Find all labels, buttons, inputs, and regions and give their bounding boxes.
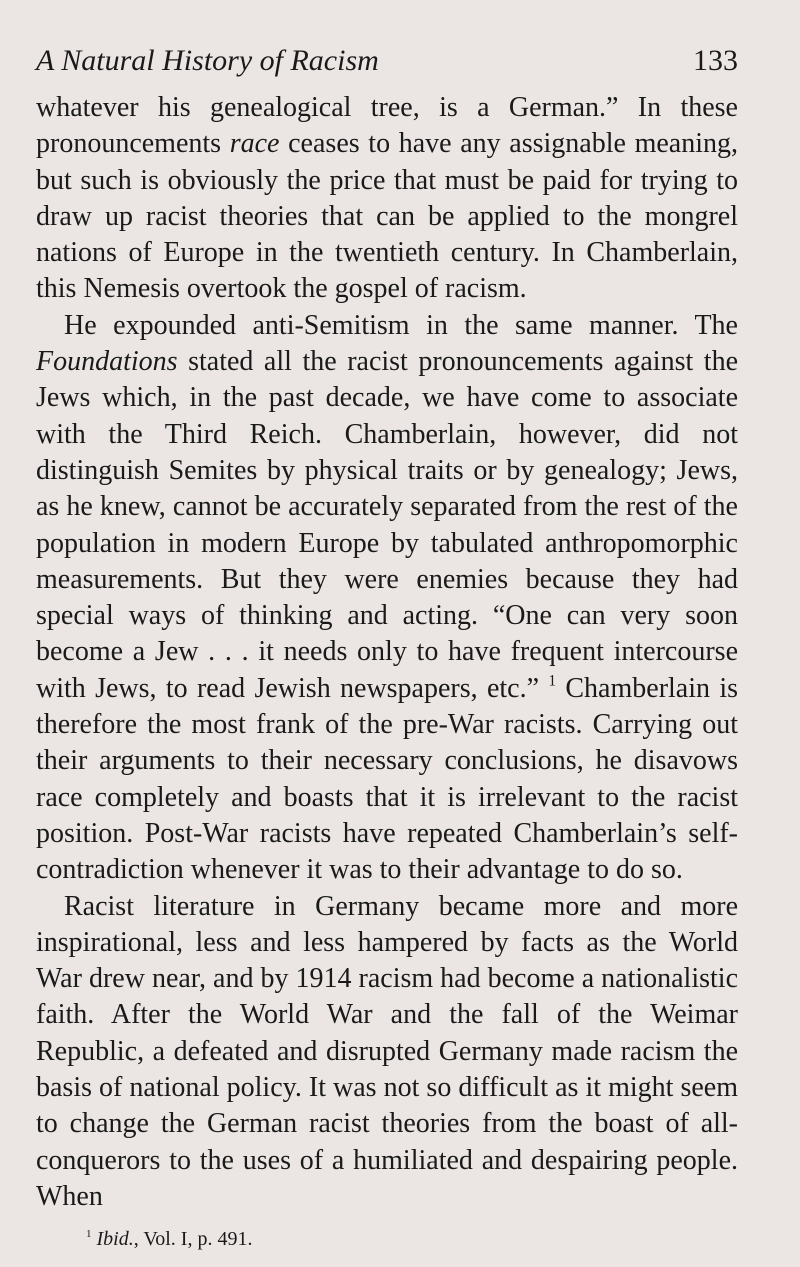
footnote-ibid: Ibid. bbox=[96, 1228, 134, 1250]
text-run: ceases to have any assignable meaning, but such is obviously the price that must be paid for trying to draw up racist theories that can be applied to the mongrel nations of Europe in the twentieth century. In Chamberlain, this Nemesis overtook the gospel of racism. bbox=[36, 128, 738, 305]
text-run: stated all the racist pronouncements against the Jews which, in the past decade, we have come to associate with the Third Reich. Chamberlain, however, did not distinguish Semites by physical traits or by genealogy; Jews, as he knew, cannot be accurately separated from the rest of the population in modern Europe by tabulated anthropomorphic measurements. But they were enemies because they had special ways of thinking and acting. “One can very soon become a Jew . . . it needs only to have frequent intercourse with Jews, to read Jewish newspapers, etc.” bbox=[36, 346, 738, 704]
running-header bbox=[36, 44, 738, 88]
footnote-marker: 1 bbox=[86, 1227, 92, 1240]
text-run: He expounded anti-Semitism in the same manner. The bbox=[64, 309, 738, 341]
italic-title-foundations: Foundations bbox=[36, 346, 178, 378]
text-run: whatever his genealogical tree, is a German.” In these pronouncements bbox=[36, 92, 738, 160]
text-run: Chamberlain is therefore the most frank of the pre-War racists. Carrying out their arguments to their necessary conclusions, he disavows race completely and boasts that it is irrelevant to the racist position. Post-War racists have repeated Chamberlain’s self-contradiction whenever it was to their advantage to do so. bbox=[36, 672, 739, 886]
paragraph bbox=[36, 90, 738, 308]
italic-term-race: race bbox=[229, 128, 280, 160]
text-run: Racist literature in Germany became more and more inspirational, less and less hampered by facts as the World War drew near, and by 1914 racism had become a nationalistic faith. After the World War and the fall of the Weimar Republic, a defeated and disrupted Germany made racism the basis of national policy. It was not so difficult as it might seem to change the German racist theories from the boast of all-conquerors to the uses of a humiliated and despairing people. When bbox=[36, 890, 738, 1212]
running-title: A Natural History of Racism bbox=[36, 44, 379, 77]
page-number: 133 bbox=[693, 44, 738, 77]
footnote-text: , Vol. I, p. 491. bbox=[133, 1228, 253, 1250]
footnote-reference[interactable]: 1 bbox=[548, 672, 557, 690]
paragraph bbox=[36, 889, 738, 1216]
body-text bbox=[36, 90, 738, 1215]
footnote bbox=[86, 1228, 252, 1251]
paragraph bbox=[36, 308, 738, 889]
